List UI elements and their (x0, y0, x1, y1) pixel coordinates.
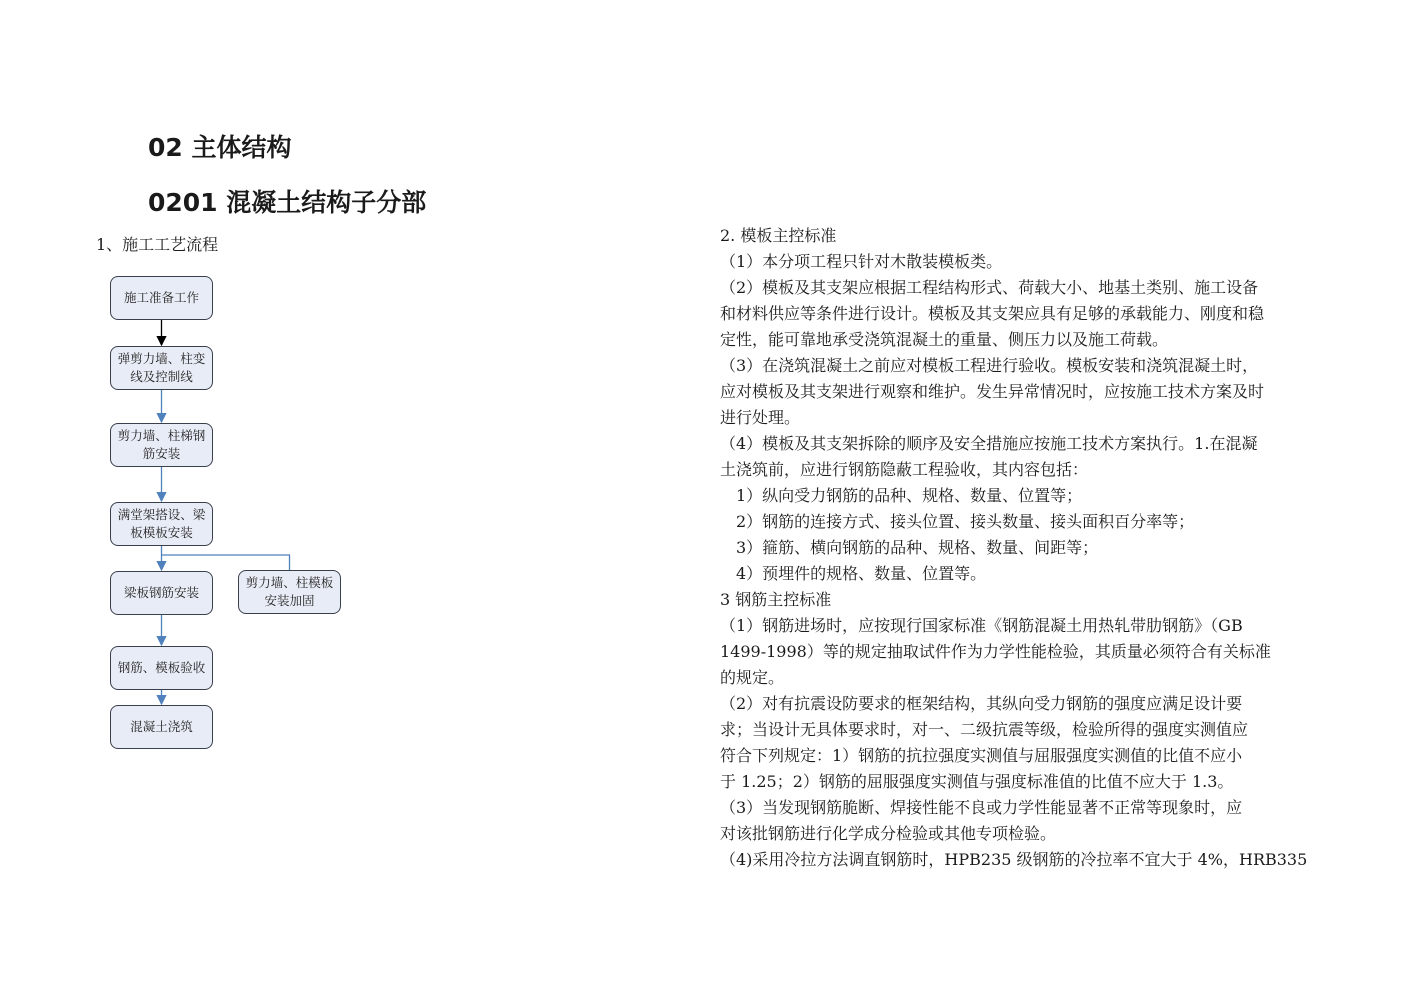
flow-node-concrete-pouring: 混凝土浇筑 (110, 705, 213, 749)
text-line: 定性，能可靠地承受浇筑混凝土的重量、侧压力以及施工荷载。 (720, 330, 1169, 349)
text-line: 进行处理。 (720, 408, 801, 427)
text-line: 1499-1998）等的规定抽取试件作为力学性能检验，其质量必须符合有关标准 (720, 642, 1271, 661)
text-line: 对该批钢筋进行化学成分检验或其他专项检验。 (720, 824, 1057, 843)
text-line: 应对模板及其支架进行观察和维护。发生异常情况时，应按施工技术方案及时 (720, 382, 1265, 401)
chapter-heading: 02 主体结构 (148, 133, 292, 162)
flow-node-layout-lines: 弹剪力墙、柱变线及控制线 (110, 346, 213, 390)
text-line: （3）当发现钢筋脆断、焊接性能不良或力学性能显著不正常等现象时，应 (720, 798, 1243, 817)
flow-node-beam-slab-rebar: 梁板钢筋安装 (110, 571, 213, 615)
text-line: （1）本分项工程只针对木散装模板类。 (720, 252, 1003, 271)
flow-node-scaffold-formwork: 满堂架搭设、梁板模板安装 (110, 502, 213, 546)
text-line: 的规定。 (720, 668, 785, 687)
text-line: （4)采用冷拉方法调直钢筋时，HPB235 级钢筋的冷拉率不宜大于 4%，HRB335 (720, 850, 1308, 869)
text-line: 符合下列规定：1）钢筋的抗拉强度实测值与屈服强度实测值的比值不应小 (720, 746, 1243, 765)
text-line: （1）钢筋进场时，应按现行国家标准《钢筋混凝土用热轧带肋钢筋》（GB (720, 616, 1243, 635)
flow-node-inspection: 钢筋、模板验收 (110, 646, 213, 690)
text-line: 于 1.25；2）钢筋的屈服强度实测值与强度标准值的比值不应大于 1.3。 (720, 772, 1234, 791)
list-item: 1）纵向受力钢筋的品种、规格、数量、位置等； (736, 486, 1083, 505)
text-line: （2）对有抗震设防要求的框架结构，其纵向受力钢筋的强度应满足设计要 (720, 694, 1243, 713)
text-line: 求；当设计无具体要求时，对一、二级抗震等级，检验所得的强度实测值应 (720, 720, 1249, 739)
list-item: 4）预埋件的规格、数量、位置等。 (736, 564, 987, 583)
right-column-text (720, 223, 1310, 873)
text-line: 和材料供应等条件进行设计。模板及其支架应具有足够的承载能力、刚度和稳 (720, 304, 1265, 323)
flow-branch-connector (162, 555, 290, 570)
flow-node-wall-column-formwork: 剪力墙、柱模板安装加固 (238, 570, 341, 614)
subsection-heading: 0201 混凝土结构子分部 (148, 188, 427, 217)
list-item: 3）箍筋、横向钢筋的品种、规格、数量、间距等； (736, 538, 1099, 557)
flow-node-wall-column-rebar: 剪力墙、柱梯钢筋安装 (110, 423, 213, 467)
text-line: 土浇筑前，应进行钢筋隐蔽工程验收，其内容包括： (720, 460, 1089, 479)
text-line: 2. 模板主控标准 (720, 226, 837, 245)
process-flow-title: 1、施工工艺流程 (96, 235, 219, 254)
list-item: 2）钢筋的连接方式、接头位置、接头数量、接头面积百分率等； (736, 512, 1195, 531)
flow-node-preparation: 施工准备工作 (110, 276, 213, 320)
text-line: （4）模板及其支架拆除的顺序及安全措施应按施工技术方案执行。1.在混凝 (720, 434, 1258, 453)
text-line: 3 钢筋主控标准 (720, 590, 832, 609)
text-line: （3）在浇筑混凝土之前应对模板工程进行验收。模板安装和浇筑混凝土时， (720, 356, 1259, 375)
text-line: （2）模板及其支架应根据工程结构形式、荷载大小、地基土类别、施工设备 (720, 278, 1259, 297)
